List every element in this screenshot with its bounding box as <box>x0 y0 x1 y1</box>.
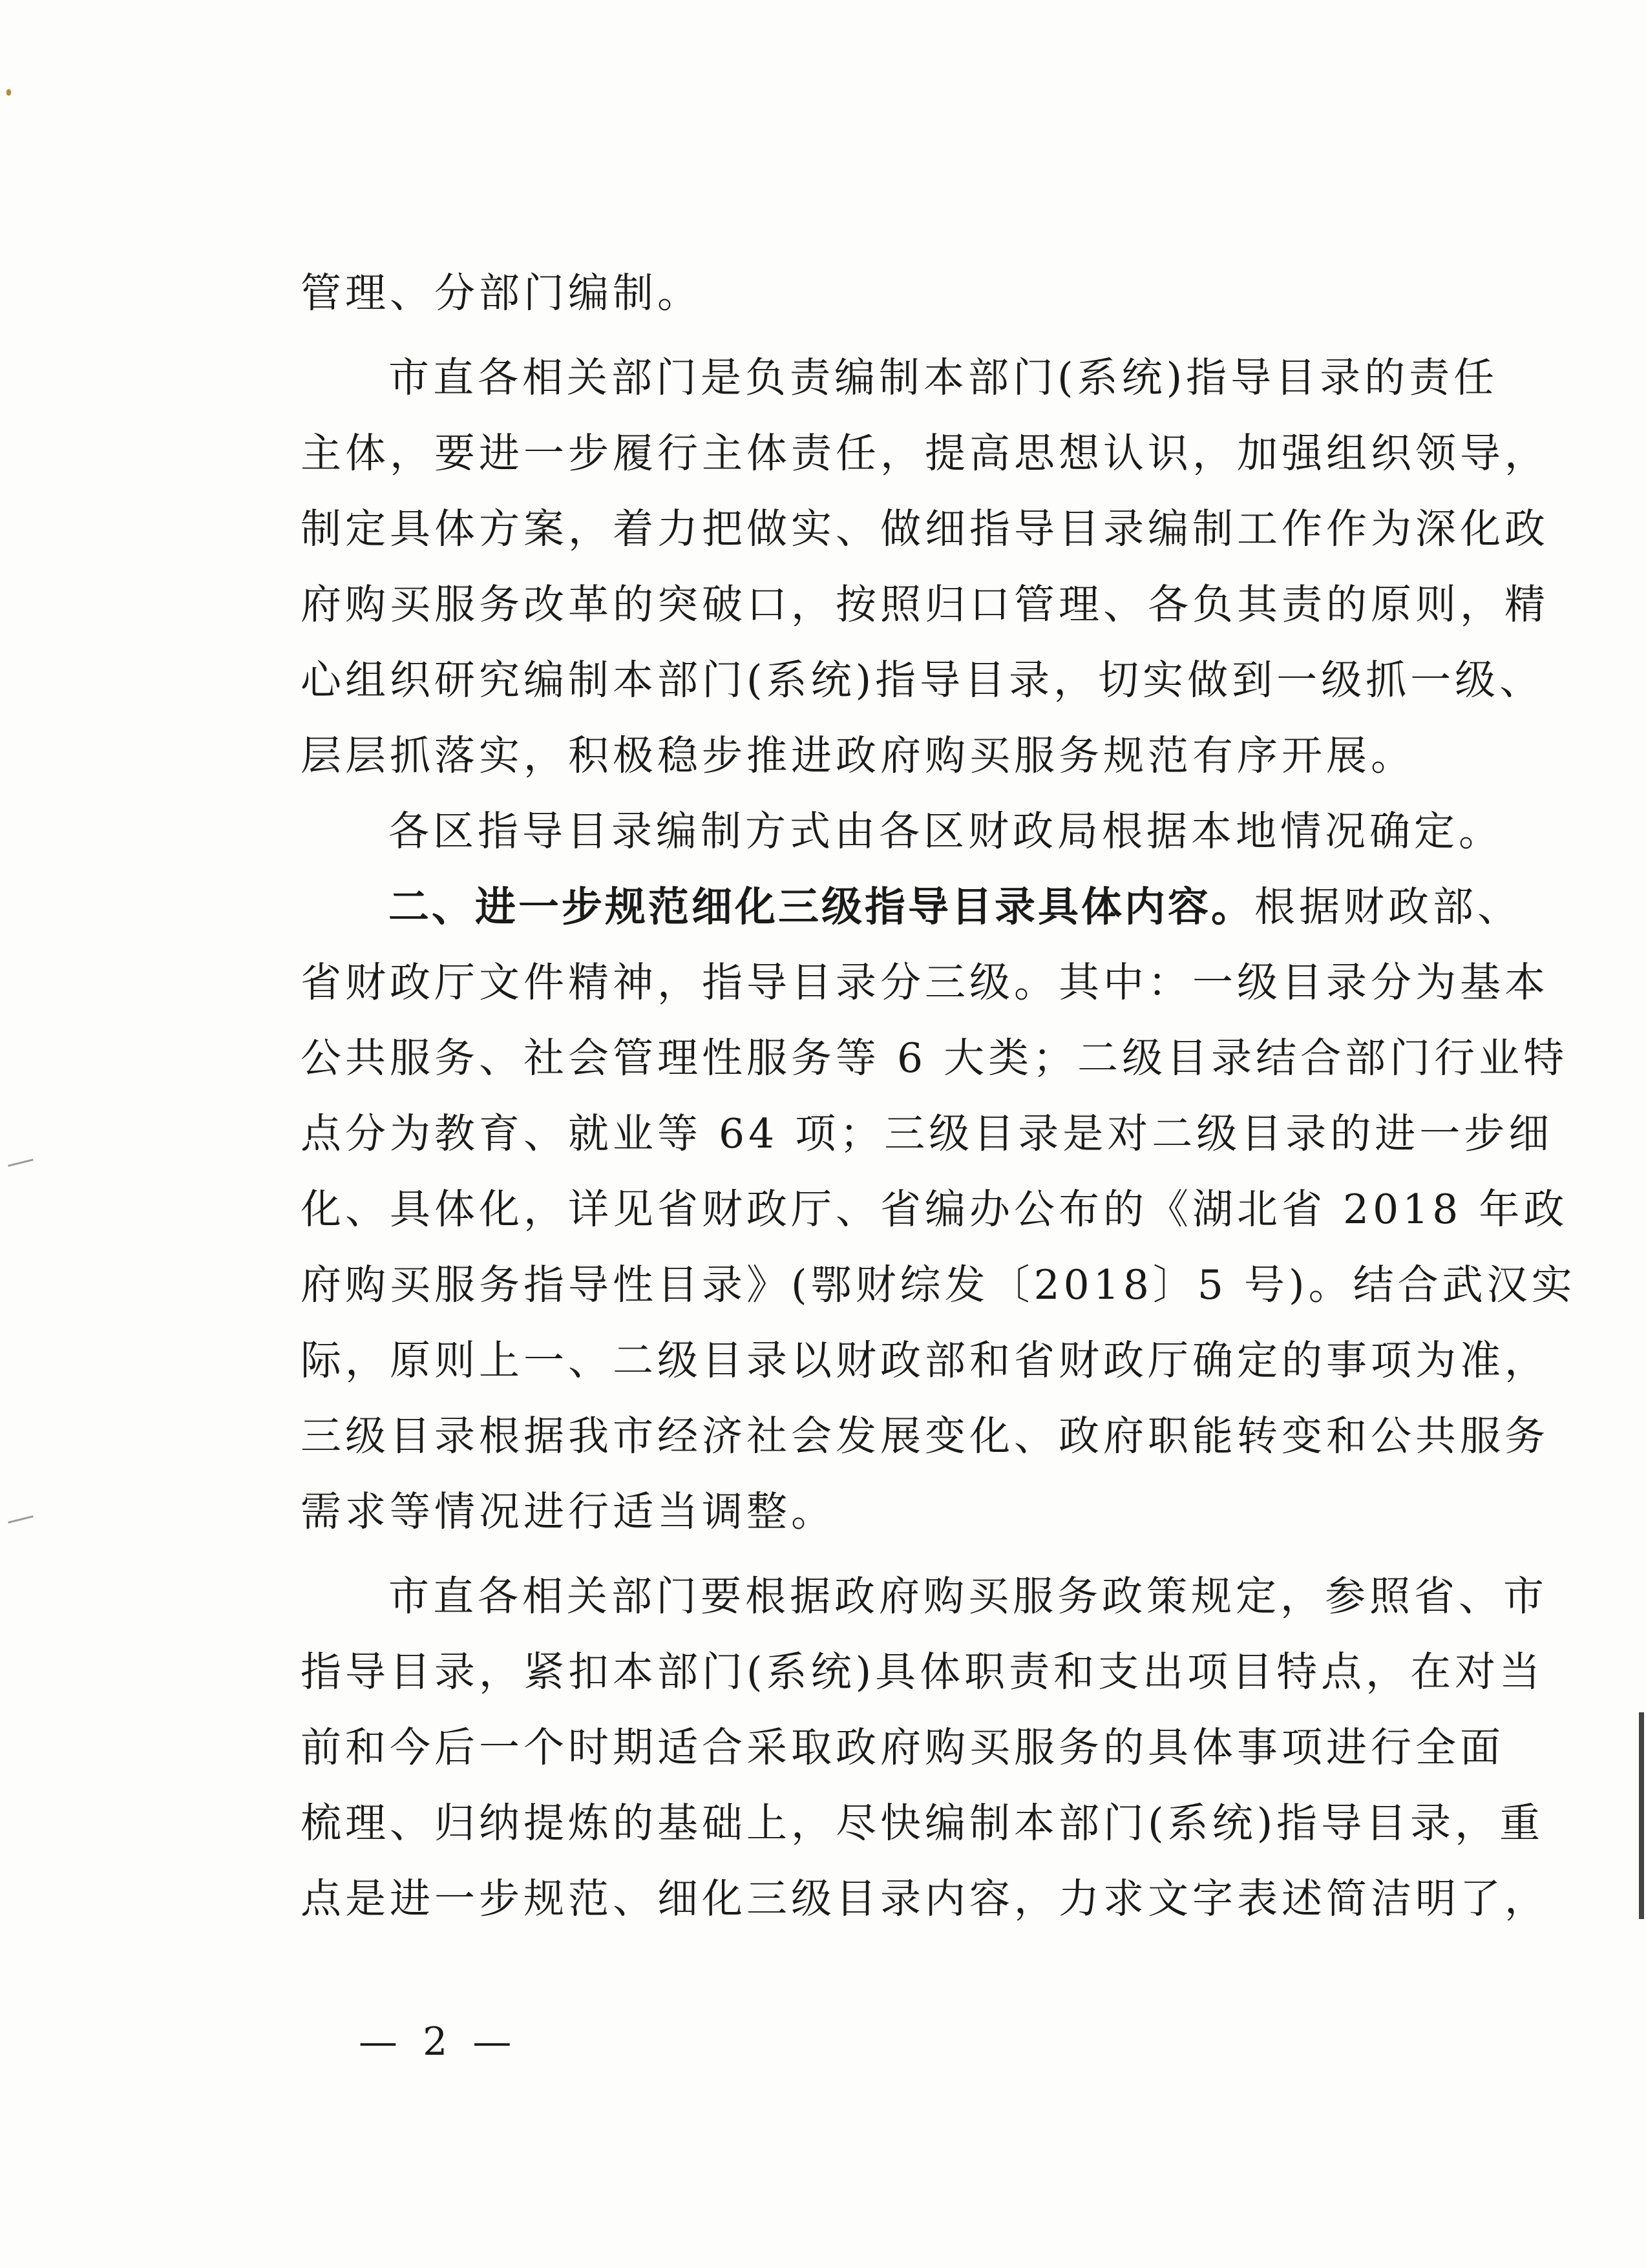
scan-edge-mark <box>1639 1712 1644 1919</box>
text-line: 各区指导目录编制方式由各区财政局根据本地情况确定。 <box>388 808 1503 855</box>
text-line: 市直各相关部门是负责编制本部门(系统)指导目录的责任 <box>388 354 1499 401</box>
text-line: 际，原则上一、二级目录以财政部和省财政厅确定的事项为准， <box>301 1337 1549 1384</box>
section-heading: 二、进一步规范细化三级指导目录具体内容。 <box>388 883 1254 930</box>
text-line: 公共服务、社会管理性服务等 6 大类；二级目录结合部门行业特 <box>301 1034 1568 1082</box>
scan-tick <box>8 1159 34 1167</box>
text-line-with-heading <box>301 869 1522 945</box>
page-number: — 2 — <box>359 2019 518 2064</box>
text-line: 府购买服务指导性目录》(鄂财综发〔2018〕5 号)。结合武汉实 <box>301 1261 1576 1308</box>
text-line: 化、具体化，详见省财政厅、省编办公布的《湖北省 2018 年政 <box>301 1186 1568 1233</box>
text-line: 主体，要进一步履行主体责任，提高思想认识，加强组织领导， <box>301 430 1549 477</box>
scan-tick <box>8 1515 34 1524</box>
body-text <box>301 255 1576 1937</box>
text-line: 指导目录，紧扣本部门(系统)具体职责和支出项目特点，在对当 <box>301 1648 1545 1696</box>
text-line: 三级目录根据我市经济社会发展变化、政府职能转变和公共服务 <box>301 1412 1549 1460</box>
text-line: 梳理、归纳提炼的基础上，尽快编制本部门(系统)指导目录，重 <box>301 1800 1545 1847</box>
text-line: 点分为教育、就业等 64 项；三级目录是对二级目录的进一步细 <box>301 1110 1554 1157</box>
text-line: 前和今后一个时期适合采取政府购买服务的具体事项进行全面 <box>301 1724 1504 1771</box>
text-line: 市直各相关部门要根据政府购买服务政策规定，参照省、市 <box>388 1573 1548 1620</box>
text-line: 心组织研究编制本部门(系统)指导目录，切实做到一级抓一级、 <box>301 656 1545 704</box>
text-line: 省财政厅文件精神，指导目录分三级。其中：一级目录分为基本 <box>301 959 1549 1006</box>
scan-speck <box>6 89 11 96</box>
text-line: 管理、分部门编制。 <box>301 269 702 317</box>
text-line: 府购买服务改革的突破口，按照归口管理、各负其责的原则，精 <box>301 581 1549 628</box>
text-line: 点是进一步规范、细化三级目录内容，力求文字表述简洁明了， <box>301 1875 1549 1922</box>
text-line: 需求等情况进行适当调整。 <box>301 1488 836 1535</box>
text-line: 制定具体方案，着力把做实、做细指导目录编制工作作为深化政 <box>301 505 1549 552</box>
text-line: 层层抓落实，积极稳步推进政府购买服务规范有序开展。 <box>301 732 1415 779</box>
text-run: 根据财政部、 <box>1254 883 1522 930</box>
